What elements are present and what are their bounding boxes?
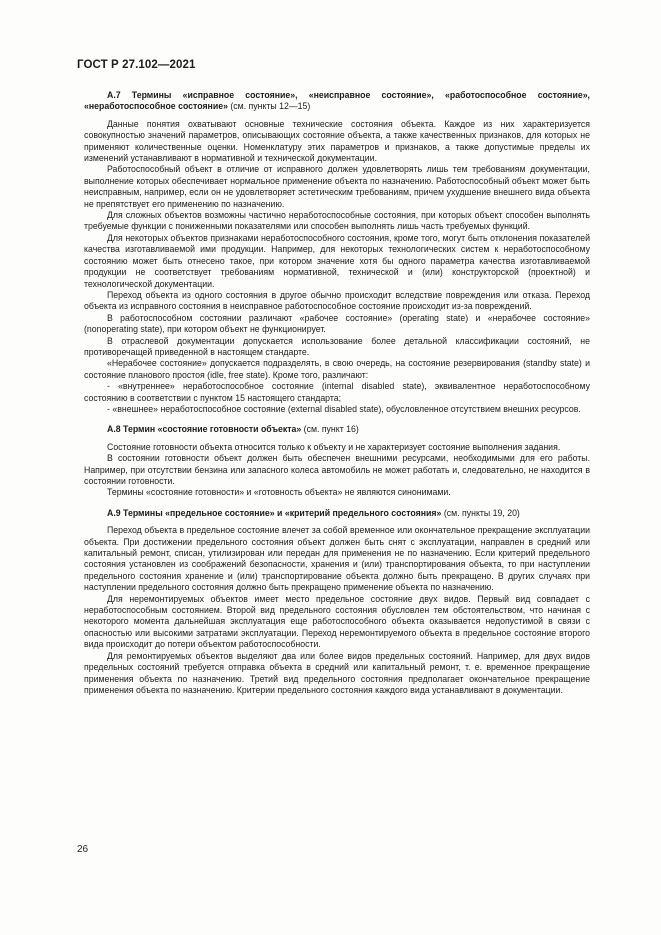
section-a9-title: А.9 Термины «предельное состояние» и «критерий предельного состояния» (107, 507, 442, 518)
section-a8-paragraph-3: Термины «состояние готовности» и «готовность объекта» не являются синонимами. (107, 487, 451, 498)
section-a7-paragraph-8: «Нерабочее состояние» допускается подразделять, в свою очередь, на состояние резервирования (standby state) и состояние планового простоя (idle, free state). Кроме того, различают: (84, 358, 590, 380)
section-a8-paragraph-1: Состояние готовности объекта относится только к объекту и не характеризует состояние выполнения задания. (107, 441, 561, 452)
section-a7-paragraph-5: Переход объекта из одного состояния в другое обычно происходит вследствие повреждения или отказа. Переход объекта из исправного состояния в неисправное работоспособное состояние происходит из-за повреждений. (84, 289, 590, 312)
section-a7-paragraph-1: Данные понятия охватывают основные технические состояния объекта. Каждое из них характеризуется совокупностью значений параметров, описывающих состояние объекта, а также качественных признаков, для которых не применяют количественные оценки. Номенклатуру этих параметров и признаков, а также допустимые пределы их изменений устанавливают в нормативной и технической документации. (84, 118, 590, 164)
section-a7-paragraph-3: Для сложных объектов возможны частично неработоспособные состояния, при которых объект способен выполнять требуемые функции с пониженными показателями или способен выполнять лишь часть требуемых функций. (84, 210, 590, 232)
section-a7-list-item-2: - «внешнее» неработоспособное состояние (external disabled state), обусловленное отсутствием внешних ресурсов. (107, 403, 581, 414)
section-a7-paragraph-7: В отраслевой документации допускается использование более детальной классификации состояний, не противоречащей приведенной в настоящем стандарте. (84, 335, 590, 357)
section-a7-title: А.7 Термины «исправное состояние», «неисправное состояние», «работоспособное состояние», «неработоспособное состояние» (84, 90, 590, 112)
section-a8-paragraph-2: В состоянии готовности объект должен быть обеспечен внешними ресурсами, необходимыми для его работы. Например, при отсутствии бензина или запасного колеса автомобиль не может работать и, следовательно, не находится в состоянии готовности. (84, 453, 590, 486)
document-header: ГОСТ Р 27.102—2021 (77, 59, 196, 71)
section-a9-heading (84, 508, 590, 519)
section-a7-list-item-1: - «внутреннее» неработоспособное состояние (internal disabled state), эквивалентное неработоспособному состоянию в соответствии с пунктом 15 настоящего стандарта; (84, 381, 590, 403)
section-a7-heading (84, 90, 590, 113)
section-a7-ref: (см. пункты 12—15) (227, 101, 311, 112)
section-a8-heading (84, 424, 590, 435)
section-a9-paragraph-2: Для неремонтируемых объектов имеет место предельное состояние двух видов. Первый вид совпадает с неработоспособным состоянием. Второй вид предельного состояния обусловлен тем обстоятельством, что начиная с некоторого момента дальнейшая эксплуатация еще работоспособного объекта оказывается недопустимой в связи с опасностью или высокими затратами эксплуатации. Переход неремонтируемого объекта в предельное состояние второго вида происходит до потери объектом работоспособности. (84, 593, 590, 650)
section-a9-paragraph-3: Для ремонтируемых объектов выделяют два или более видов предельных состояний. Например, для двух видов предельных состояний требуется отправка объекта в средний или капитальный ремонт, т. е. временное прекращение применения объекта по назначению. Третий вид предельного состояния предполагает окончательное прекращение применения объекта по назначению. Критерии предельного состояния каждого вида устанавливают в документации. (84, 650, 590, 695)
section-a9-ref: (см. пункты 19, 20) (441, 507, 520, 518)
section-a8-title: А.8 Термин «состояние готовности объекта» (107, 424, 302, 435)
section-a9-paragraph-1: Переход объекта в предельное состояние влечет за собой временное или окончательное прекращение эксплуатации объекта. При достижении предельного состояния объект должен быть снят с эксплуатации, направлен в средний или капитальный ремонт, списан, утилизирован или передан для применения не по назначению. Если критерий предельного состояния установлен из соображений безопасности, хранения и (или) транспортирования объекта, то при наступлении предельного состояния хранение и (или) транспортирование объекта должно быть прекращено. В других случаях при наступлении предельного состояния должно быть прекращено применение объекта по назначению. (84, 525, 590, 593)
section-a8-ref: (см. пункт 16) (301, 424, 359, 435)
section-a7-paragraph-4: Для некоторых объектов признаками неработоспособного состояния, кроме того, могут быть отклонения показателей качества изготавливаемой ими продукции. Например, для некоторых технологических систем к неработоспособному состоянию может быть отнесено такое, при котором значение хотя бы одного параметра качества изготавливаемой продукции не соответствует требованиям нормативной, технической и (или) конструкторской (проектной) и технологической документации. (84, 232, 590, 289)
section-a7-paragraph-6: В работоспособном состоянии различают «рабочее состояние» (operating state) и «нерабочее состояние» (nonoperating state), при котором объект не функционирует. (84, 312, 590, 335)
section-a7-paragraph-2: Работоспособный объект в отличие от исправного должен удовлетворять лишь тем требованиям документации, выполнение которых обеспечивает нормальное применение объекта по назначению. Работоспособный объект может быть неисправным, например, если он не удовлетворяет эстетическим требованиям, причем ухудшение внешнего вида объекта не препятствует его применению по назначению. (84, 164, 590, 209)
page-number: 26 (77, 844, 89, 855)
document-body (84, 88, 590, 696)
